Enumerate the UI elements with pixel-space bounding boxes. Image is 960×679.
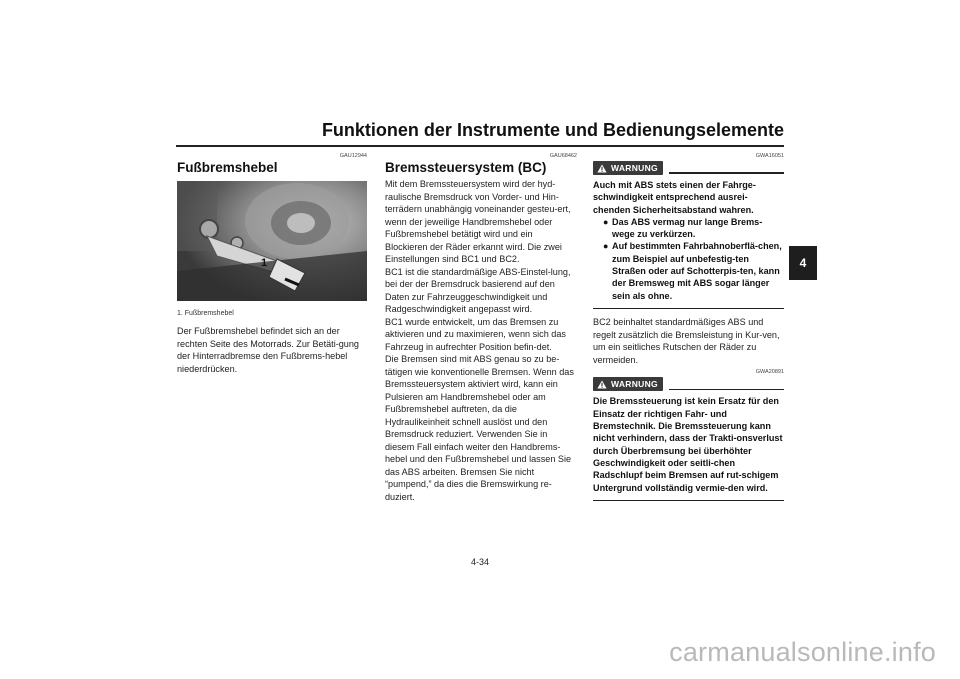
warning-rule (669, 389, 784, 391)
column-brake-control (385, 152, 577, 503)
bullet-dot-icon: ● (603, 216, 609, 227)
page-title: Funktionen der Instrumente und Bedienungselemente (321, 120, 784, 140)
warning-text: Die Bremssteuerung ist kein Ersatz für den Einsatz der richtigen Fahr- und Bremstechnik. Die Bremssteuerung kann nicht verhindern, dass der Trakti-onsverlust durch Überbremsung bei überhöhter Geschwindigkeit oder seitli-chen Radschlupf beim Bremsen auf rut-schigem Untergrund vollständig vermie-den wird. (593, 396, 783, 493)
warning-bullet (603, 240, 784, 301)
body-paragraph: Mit dem Bremssteuersystem wird der hyd-raulische Bremsdruck von Vorder- und Hin-terrädern unabhängig voneinander gesteu-ert, wenn der jeweilige Handbremshebel oder Fußbremshebel betätigt wird und ein Blockieren der Räder erkannt wird. Die zwei Einstellungen sind BC1 und BC2. (385, 179, 571, 264)
warning-label: WARNUNG (611, 379, 658, 390)
section-code: GAU68462 (549, 153, 577, 159)
body-paragraph: Der Fußbremshebel befindet sich an der rechten Seite des Motorrads. Zur Betäti-gung der Hinterradbremse den Fußbrems-hebel niederdrücken. (177, 326, 359, 374)
warning-triangle-icon (597, 164, 607, 173)
chapter-tab[interactable]: 4 (789, 246, 817, 280)
warning-label: WARNUNG (611, 163, 658, 173)
warning-lead: Auch mit ABS stets einen der Fahrge-schwindigkeit entsprechend ausrei-chenden Sicherheitsabstand wahren. (593, 180, 756, 215)
body-paragraph: BC2 beinhaltet standardmäßiges ABS und regelt zusätzlich die Bremsleistung in Kur-ven, um ein seitliches Rutschen der Räder zu vermeiden. (593, 317, 780, 365)
page-number: 4-34 (470, 557, 489, 567)
column-warnings (593, 152, 784, 501)
section-heading: Bremssteuersystem (BC) (385, 160, 547, 175)
warning-triangle-icon (597, 380, 607, 389)
body-paragraph: BC1 ist die standardmäßige ABS-Einstel-lung, bei der der Bremsdruck basierend auf den Daten zur Fahrzeuggeschwindigkeit und Radgeschwindigkeit angepasst wird. (385, 266, 571, 314)
photo-caption: 1. Fußbremshebel (177, 310, 234, 317)
watermark: carmanualsonline.info (669, 637, 936, 667)
warning-code: GWA20891 (755, 369, 784, 376)
warning-bullet (603, 216, 784, 241)
warning-badge (593, 377, 663, 391)
section-code: GAU12944 (339, 153, 367, 159)
warning-code: GWA16051 (755, 153, 784, 159)
warning-header (593, 160, 784, 176)
callout-label: 1 (261, 257, 268, 269)
section-heading: Fußbremshebel (177, 160, 278, 175)
warning-bullet-text: Auf bestimmten Fahrbahnoberflä-chen, zum Beispiel auf unbefestig-ten Straßen oder auf Schotterpis-ten, kann der Bremsweg mit ABS sogar länger sein als ohne. (612, 241, 782, 301)
bullet-dot-icon: ● (603, 241, 609, 252)
warning-end-rule (593, 500, 784, 502)
header-rule (176, 145, 784, 147)
warning-end-rule (593, 308, 784, 310)
brake-pedal-illustration (177, 181, 367, 301)
brake-pedal-photo (177, 181, 367, 301)
column-foot-brake (177, 152, 367, 375)
warning-badge (593, 161, 663, 175)
body-paragraph: Die Bremsen sind mit ABS genau so zu be-tätigen wie konventionelle Bremsen. Wenn das Bremssteuersystem aktiviert wird, kann ein Pulsieren am Handbremshebel oder am Fußbremshebel auftreten, da die Hydraulikeinheit schnell auslöst und den Bremsdruck reduziert. Verwenden Sie in diesem Fall einfach weiter den Handbrems-hebel und den Fußbremshebel und lassen Sie das ABS arbeiten. Bremsen Sie nicht “pumpend,” da dies die Bremswirkung re-duziert. (385, 354, 574, 502)
warning-rule (669, 172, 784, 174)
warning-bullet-text: Das ABS vermag nur lange Brems-wege zu verkürzen. (612, 216, 763, 240)
warning-header (593, 376, 784, 392)
body-paragraph: BC1 wurde entwickelt, um das Bremsen zu aktivieren und zu maximieren, wenn sich das Fahrzeug in aufrechter Position befin-det. (385, 316, 566, 352)
